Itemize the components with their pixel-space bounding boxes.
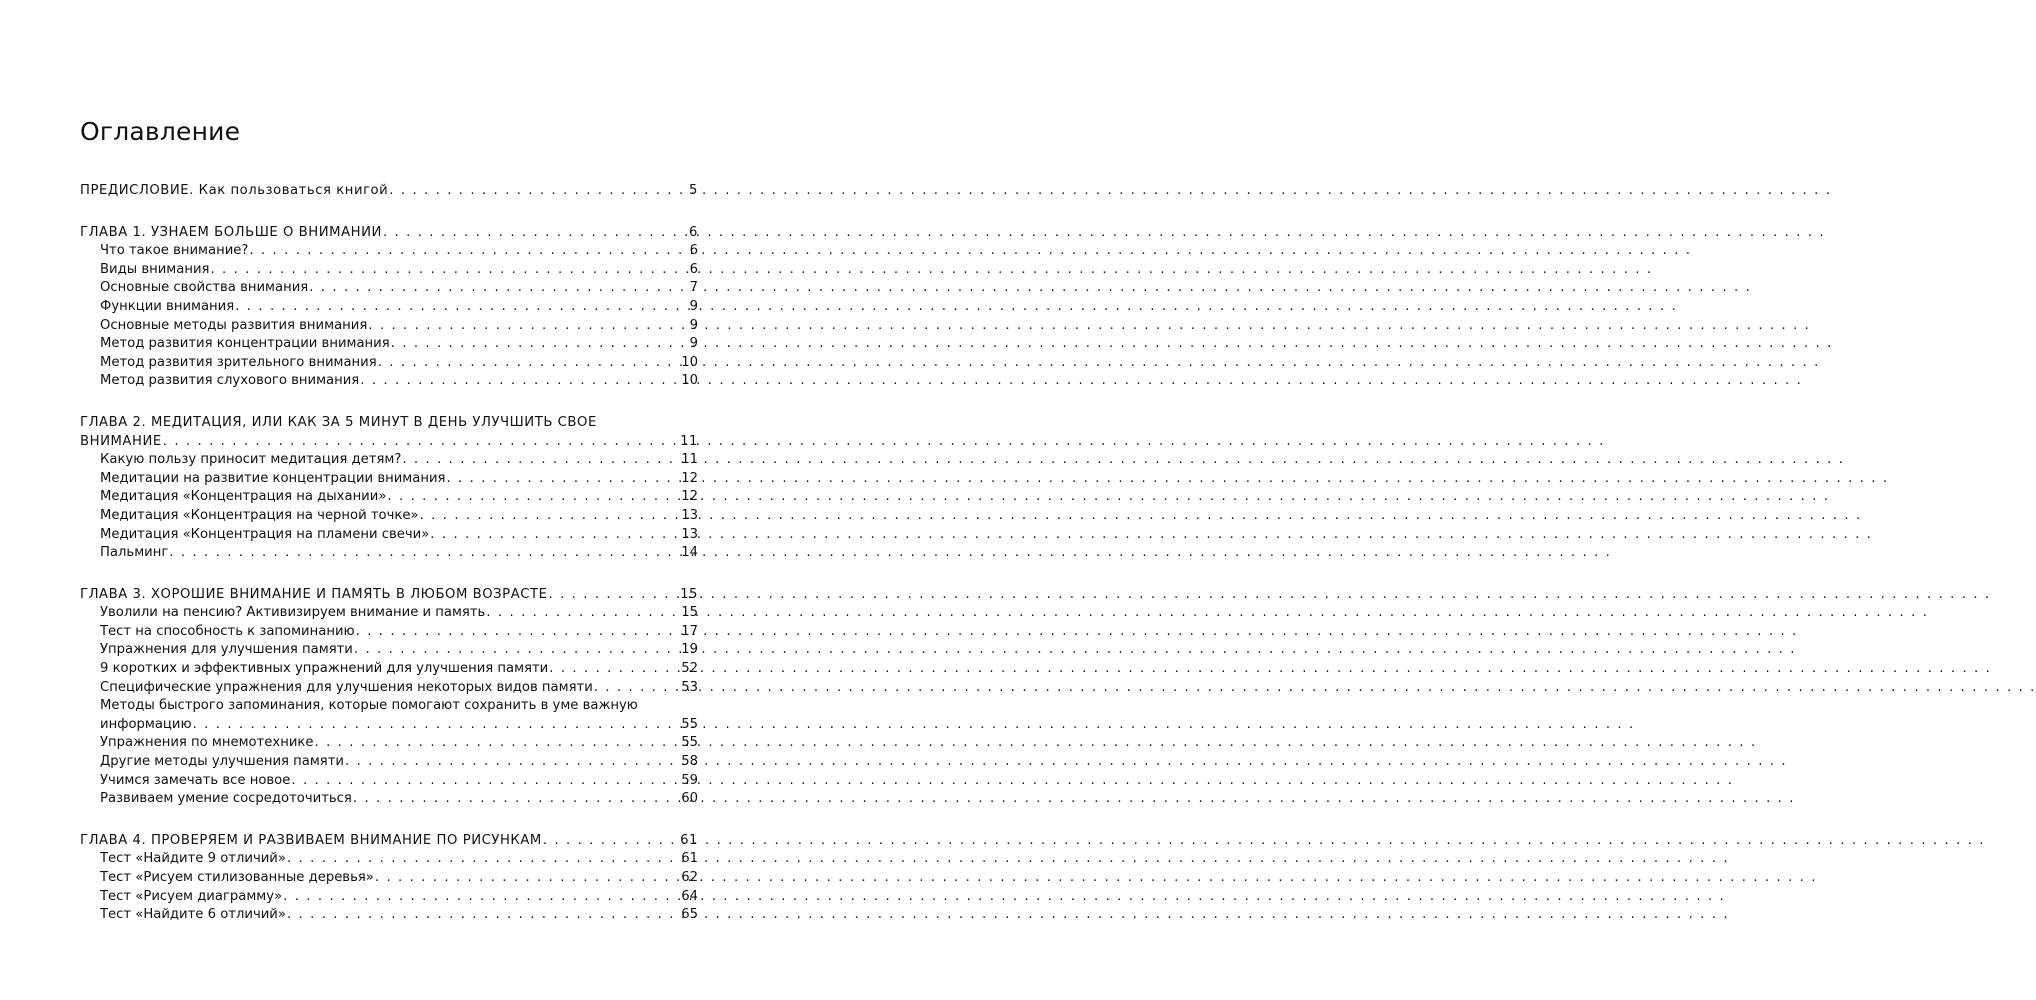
entry-title: Медитация «Концентрация на дыхании»: [100, 489, 387, 505]
chapter-title: ГЛАВА 1. УЗНАЕМ БОЛЬШЕ О ВНИМАНИИ: [80, 224, 382, 240]
entry-title: Основные свойства внимания: [100, 280, 309, 296]
entry-title: Учимся замечать все новое: [100, 772, 291, 788]
toc-entry: [80, 790, 698, 809]
toc-entry: [80, 850, 698, 869]
entry-title: Метод развития зрительного внимания: [100, 354, 377, 370]
entry-title: Тест «Найдите 9 отличий»: [100, 851, 286, 867]
entry-title: Тест «Рисуем диаграмму»: [100, 888, 283, 904]
dot-leader: [291, 772, 680, 791]
page-number: 10: [681, 373, 698, 389]
dot-leader: [594, 679, 680, 698]
dot-leader: [356, 623, 681, 642]
toc-entry: [80, 641, 698, 660]
chapter-entry: [80, 224, 698, 243]
toc-entry: [80, 888, 698, 907]
entry-title: Упражнения по мнемотехнике: [100, 735, 314, 751]
toc-entry: [80, 716, 698, 735]
toc-entry: [80, 470, 698, 489]
toc-entry: [80, 507, 698, 526]
dot-leader: [315, 734, 681, 753]
dot-leader: [287, 850, 680, 869]
page-number: 6: [689, 261, 698, 277]
entry-title: Что такое внимание?: [100, 243, 249, 259]
toc-entry: [80, 298, 698, 317]
dot-leader: [249, 242, 688, 261]
toc-section: [80, 414, 698, 563]
toc-entry: [80, 753, 698, 772]
toc-entry: [80, 372, 698, 391]
entry-title: Медитации на развитие концентрации внимания: [100, 470, 446, 486]
toc-entry: [80, 317, 698, 336]
toc-page: [80, 112, 698, 948]
page-number: 14: [681, 545, 698, 561]
page-number: 11: [681, 452, 698, 468]
page-number: 5: [689, 183, 698, 198]
chapter-title: ГЛАВА 4. ПРОВЕРЯЕМ И РАЗВИВАЕМ ВНИМАНИЕ ПО РИСУНКАМ: [80, 832, 542, 848]
toc-entry: [80, 242, 698, 261]
toc-entry: [80, 604, 698, 623]
entry-title: Тест на способность к запоминанию: [100, 623, 355, 639]
toc-section: [80, 182, 698, 201]
page-number: 64: [681, 888, 698, 904]
page-number: 62: [681, 870, 698, 885]
toc-entry: [80, 335, 698, 354]
dot-leader: [283, 888, 680, 907]
entry-title: Упражнения для улучшения памяти: [100, 642, 353, 658]
dot-leader: [353, 790, 680, 809]
dot-leader: [446, 470, 680, 489]
chapter-title: ГЛАВА 3. ХОРОШИЕ ВНИМАНИЕ И ПАМЯТЬ В ЛЮБОМ ВОЗРАСТЕ: [80, 586, 548, 602]
entry-title: Основные методы развития внимания: [100, 317, 368, 333]
dot-leader: [235, 298, 688, 317]
chapter-title: ВНИМАНИЕ: [80, 433, 162, 449]
page-number: 12: [681, 489, 698, 505]
entry-title: Медитация «Концентрация на пламени свечи»: [100, 526, 430, 542]
dot-leader: [549, 586, 680, 605]
page-number: 52: [681, 661, 698, 677]
dot-leader: [383, 224, 688, 243]
dot-leader: [193, 716, 681, 735]
page-number: 65: [681, 907, 698, 923]
dot-leader: [210, 261, 688, 280]
entry-title: Функции внимания: [100, 298, 235, 314]
chapter-entry: [80, 433, 698, 452]
dot-leader: [486, 604, 680, 623]
page-number: 15: [681, 605, 698, 621]
page-number: 13: [681, 507, 698, 523]
entry-title: информацию: [100, 716, 192, 732]
entry-title: Пальминг: [100, 545, 169, 561]
entry-title: Какую пользу приносит медитация детям?: [100, 452, 402, 468]
page-number: 6: [689, 224, 698, 240]
page-number: 12: [681, 470, 698, 486]
toc-section: [80, 832, 698, 925]
toc-entry: [80, 488, 698, 507]
toc-entry: [80, 869, 698, 888]
toc-section: [80, 586, 698, 809]
toc-entry-line: Методы быстрого запоминания, которые помогают сохранить в уме важную: [100, 698, 638, 714]
dot-leader: [287, 906, 680, 925]
dot-leader: [169, 544, 680, 563]
page-number: 53: [681, 679, 698, 695]
dot-leader: [375, 869, 680, 888]
page-number: 15: [680, 586, 698, 602]
entry-title: 9 коротких и эффективных упражнений для улучшения памяти: [100, 661, 549, 677]
chapter-title: ПРЕДИСЛОВИЕ. Как пользоваться книгой: [80, 183, 389, 198]
entry-title: Другие методы улучшения памяти: [100, 754, 344, 770]
entry-title: Метод развития слухового внимания: [100, 373, 360, 389]
page-number: 58: [681, 754, 698, 770]
toc-entry: [80, 734, 698, 753]
page-number: 9: [689, 336, 698, 352]
page-number: 13: [681, 526, 698, 542]
page-number: 17: [681, 623, 698, 639]
chapter-entry: [80, 832, 698, 851]
entry-title: Метод развития концентрации внимания: [100, 336, 390, 352]
entry-title: Медитация «Концентрация на черной точке»: [100, 507, 419, 523]
entry-title: Уволили на пенсию? Активизируем внимание и память: [100, 605, 486, 621]
dot-leader: [549, 660, 680, 679]
page-number: 11: [680, 433, 698, 449]
toc-list: [80, 182, 698, 925]
dot-leader: [378, 354, 681, 373]
dot-leader: [354, 641, 680, 660]
dot-leader: [309, 279, 688, 298]
chapter-entry: [80, 182, 698, 201]
toc-entry: [80, 679, 698, 698]
page-number: 61: [681, 851, 698, 867]
chapter-title-line: ГЛАВА 2. МЕДИТАЦИЯ, ИЛИ КАК ЗА 5 МИНУТ В ДЕНЬ УЛУЧШИТЬ СВОЕ: [80, 414, 597, 430]
dot-leader: [543, 832, 679, 851]
dot-leader: [389, 182, 688, 201]
dot-leader: [391, 335, 689, 354]
dot-leader: [430, 526, 680, 545]
toc-entry: [80, 660, 698, 679]
toc-entry: [80, 279, 698, 298]
entry-title: Развиваем умение сосредоточиться: [100, 791, 352, 807]
page-number: 19: [681, 642, 698, 658]
page-number: 9: [689, 317, 698, 333]
dot-leader: [402, 451, 680, 470]
page-number: 55: [681, 716, 698, 732]
page-number: 59: [681, 772, 698, 788]
page-number: 60: [681, 791, 698, 807]
toc-entry: [80, 526, 698, 545]
chapter-entry: [80, 586, 698, 605]
entry-title: Специфические упражнения для улучшения некоторых видов памяти: [100, 679, 593, 695]
toc-section: [80, 224, 698, 391]
toc-entry: [80, 354, 698, 373]
dot-leader: [163, 433, 679, 452]
dot-leader: [387, 488, 680, 507]
page-number: 10: [681, 354, 698, 370]
toc-entry: [80, 772, 698, 791]
page-number: 6: [689, 243, 698, 259]
toc-entry: [80, 623, 698, 642]
toc-title: Оглавление: [80, 117, 241, 146]
dot-leader: [360, 372, 680, 391]
dot-leader: [345, 753, 680, 772]
entry-title: Виды внимания: [100, 261, 210, 277]
dot-leader: [420, 507, 681, 526]
dot-leader: [368, 317, 688, 336]
toc-entry: [80, 906, 698, 925]
page-number: 9: [689, 298, 698, 314]
toc-entry: [80, 451, 698, 470]
page-number: 55: [681, 735, 698, 751]
page-number: 61: [680, 832, 698, 848]
toc-entry: [80, 544, 698, 563]
page-number: 7: [689, 280, 698, 296]
entry-title: Тест «Найдите 6 отличий»: [100, 907, 286, 923]
toc-entry: [80, 261, 698, 280]
entry-title: Тест «Рисуем стилизованные деревья»: [100, 870, 374, 885]
